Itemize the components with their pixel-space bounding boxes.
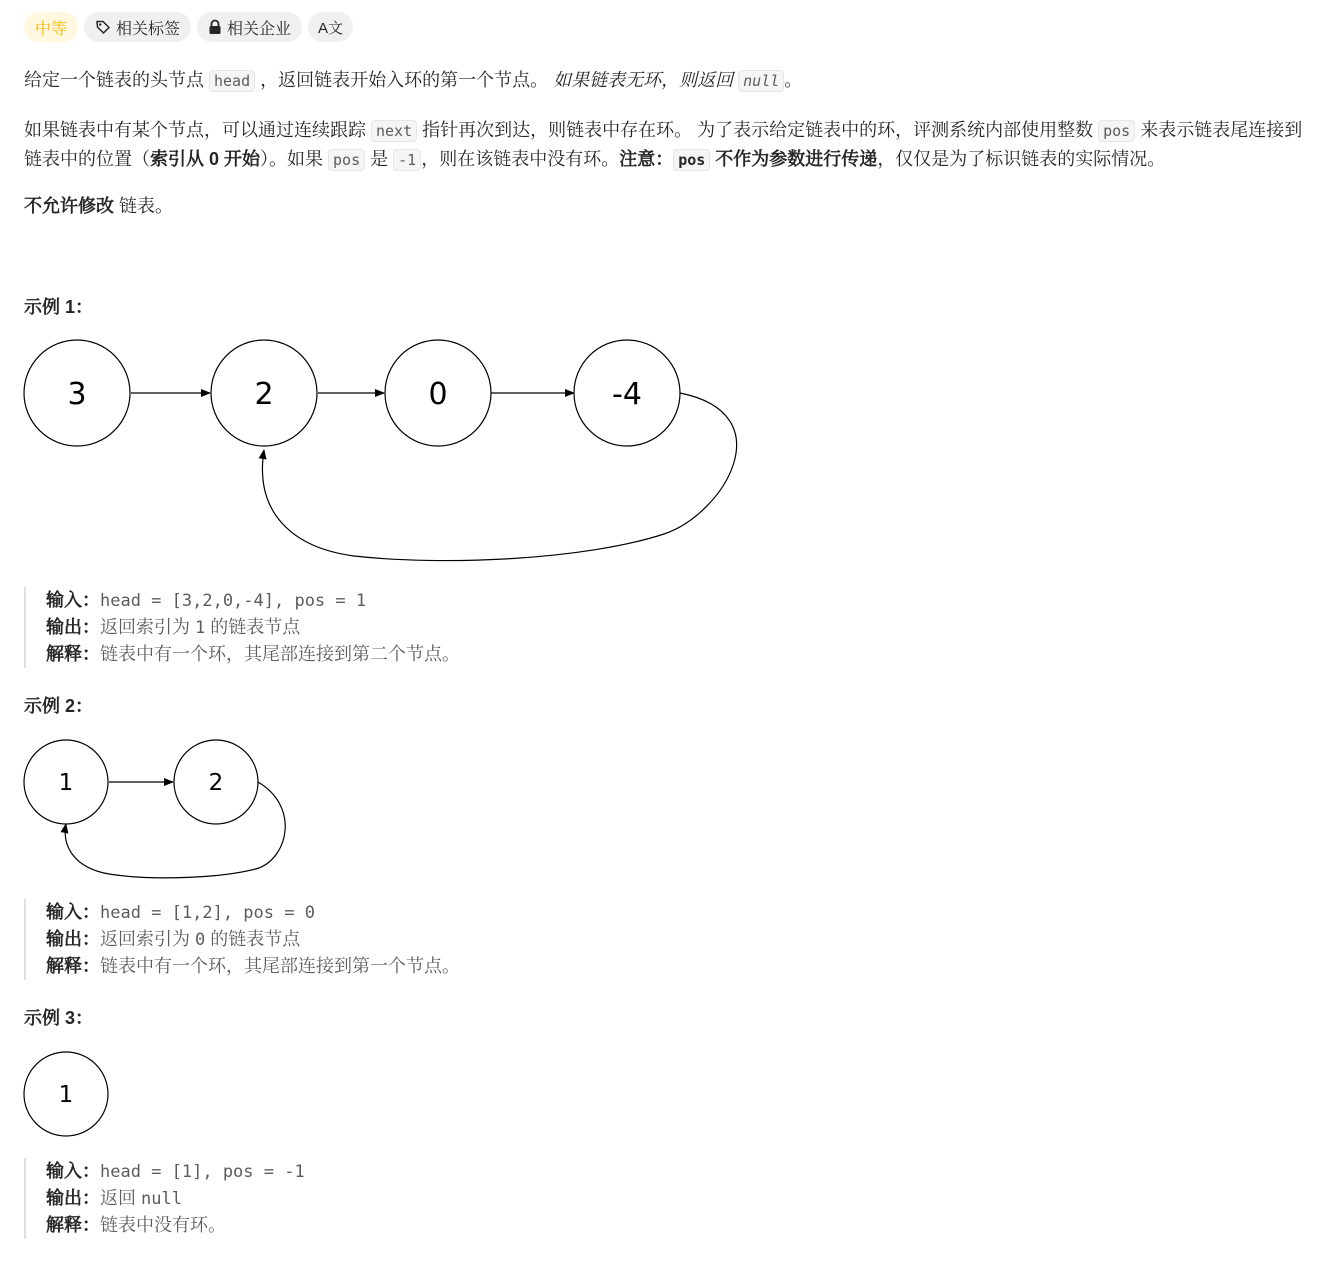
problem-description — [24, 12, 1314, 1235]
output-label: 输出： — [46, 617, 100, 637]
text: ）。如果 — [260, 149, 329, 169]
bold-text: 不允许修改 — [24, 196, 114, 216]
text: 如果链表中有某个节点，可以通过连续跟踪 — [24, 120, 371, 140]
input-value: head = [3,2,0,-4], pos = 1 — [100, 591, 367, 611]
text: 链表。 — [114, 196, 174, 216]
node-value: 0 — [428, 377, 448, 412]
related-companies-label: 相关企业 — [227, 20, 292, 38]
output-text: 返回索引为 — [100, 929, 196, 949]
explain-text: 链表中没有环。 — [100, 1215, 226, 1235]
translate-button[interactable] — [308, 12, 353, 42]
explain-label: 解释： — [46, 1215, 100, 1235]
output-label: 输出： — [46, 1188, 100, 1208]
explain-label: 解释： — [46, 956, 100, 976]
input-label: 输入： — [46, 902, 100, 922]
text: 。 — [784, 70, 803, 90]
input-label: 输入： — [46, 1161, 100, 1181]
text: ，返回链表开始入环的第一个节点。 — [255, 70, 554, 90]
code-head: head — [209, 70, 255, 92]
explain-label: 解释： — [46, 644, 100, 664]
text: 来表示链表尾连接到链表中的位置（ — [24, 120, 1303, 169]
bold-text: 不作为参数进行传递 — [710, 149, 878, 169]
explain-text: 链表中有一个环，其尾部连接到第一个节点。 — [100, 956, 460, 976]
example-3-io — [24, 1158, 305, 1239]
related-companies-button[interactable] — [197, 12, 302, 42]
lock-icon — [208, 19, 222, 35]
code-minus-one: -1 — [393, 149, 421, 171]
output-code: 1 — [195, 618, 206, 638]
explain-text: 链表中有一个环，其尾部连接到第二个节点。 — [100, 644, 460, 664]
input-value: head = [1,2], pos = 0 — [100, 903, 315, 923]
input-label: 输入： — [46, 590, 100, 610]
example-2-diagram — [24, 736, 294, 886]
output-code: 0 — [195, 930, 206, 950]
output-code: null — [141, 1189, 182, 1209]
description-paragraph-3 — [24, 192, 173, 220]
code-pos: pos — [328, 149, 365, 171]
bold-text: 注意： — [619, 149, 674, 169]
description-paragraph-1 — [24, 66, 802, 95]
text: 指针再次到达，则链表中存在环。 为了表示给定链表中的环，评测系统内部使用整数 — [417, 120, 1099, 140]
output-label: 输出： — [46, 929, 100, 949]
text: ，仅仅是为了标识链表的实际情况。 — [877, 149, 1166, 169]
node-value: 2 — [254, 377, 274, 412]
related-tags-button[interactable] — [84, 12, 191, 42]
code-pos: pos — [673, 149, 710, 171]
example-3-title: 示例 3： — [24, 1008, 94, 1028]
node-value: 1 — [58, 770, 74, 796]
related-tags-label: 相关标签 — [116, 20, 181, 38]
text: 是 — [365, 149, 394, 169]
code-pos: pos — [1098, 120, 1135, 142]
bold-text: 索引从 0 开始 — [150, 149, 261, 169]
output-text: 返回 — [100, 1188, 142, 1208]
translate-icon: A文 — [318, 19, 344, 37]
example-1-io — [24, 587, 460, 668]
description-paragraph-2 — [24, 116, 1314, 174]
example-2-title: 示例 2： — [24, 696, 94, 716]
text: ，则在该链表中没有环。 — [421, 149, 620, 169]
code-null: null — [738, 70, 784, 92]
text: 给定一个链表的头节点 — [24, 70, 209, 90]
output-text: 的链表节点 — [205, 929, 301, 949]
input-value: head = [1], pos = -1 — [100, 1162, 305, 1182]
tag-row — [24, 12, 1314, 42]
example-1-title: 示例 1： — [24, 297, 94, 317]
output-text: 的链表节点 — [205, 617, 301, 637]
emphasis-text: 如果链表无环，则返回 — [553, 70, 739, 90]
difficulty-badge[interactable]: 中等 — [24, 12, 78, 42]
node-value: 1 — [58, 1082, 74, 1108]
example-2-io — [24, 899, 460, 980]
node-value: 3 — [67, 377, 87, 412]
output-text: 返回索引为 — [100, 617, 196, 637]
node-value: 2 — [208, 770, 224, 796]
example-3-diagram — [24, 1048, 114, 1138]
tag-icon — [95, 19, 111, 35]
node-value: -4 — [612, 377, 642, 412]
example-1-diagram — [24, 334, 744, 566]
code-next: next — [371, 120, 417, 142]
